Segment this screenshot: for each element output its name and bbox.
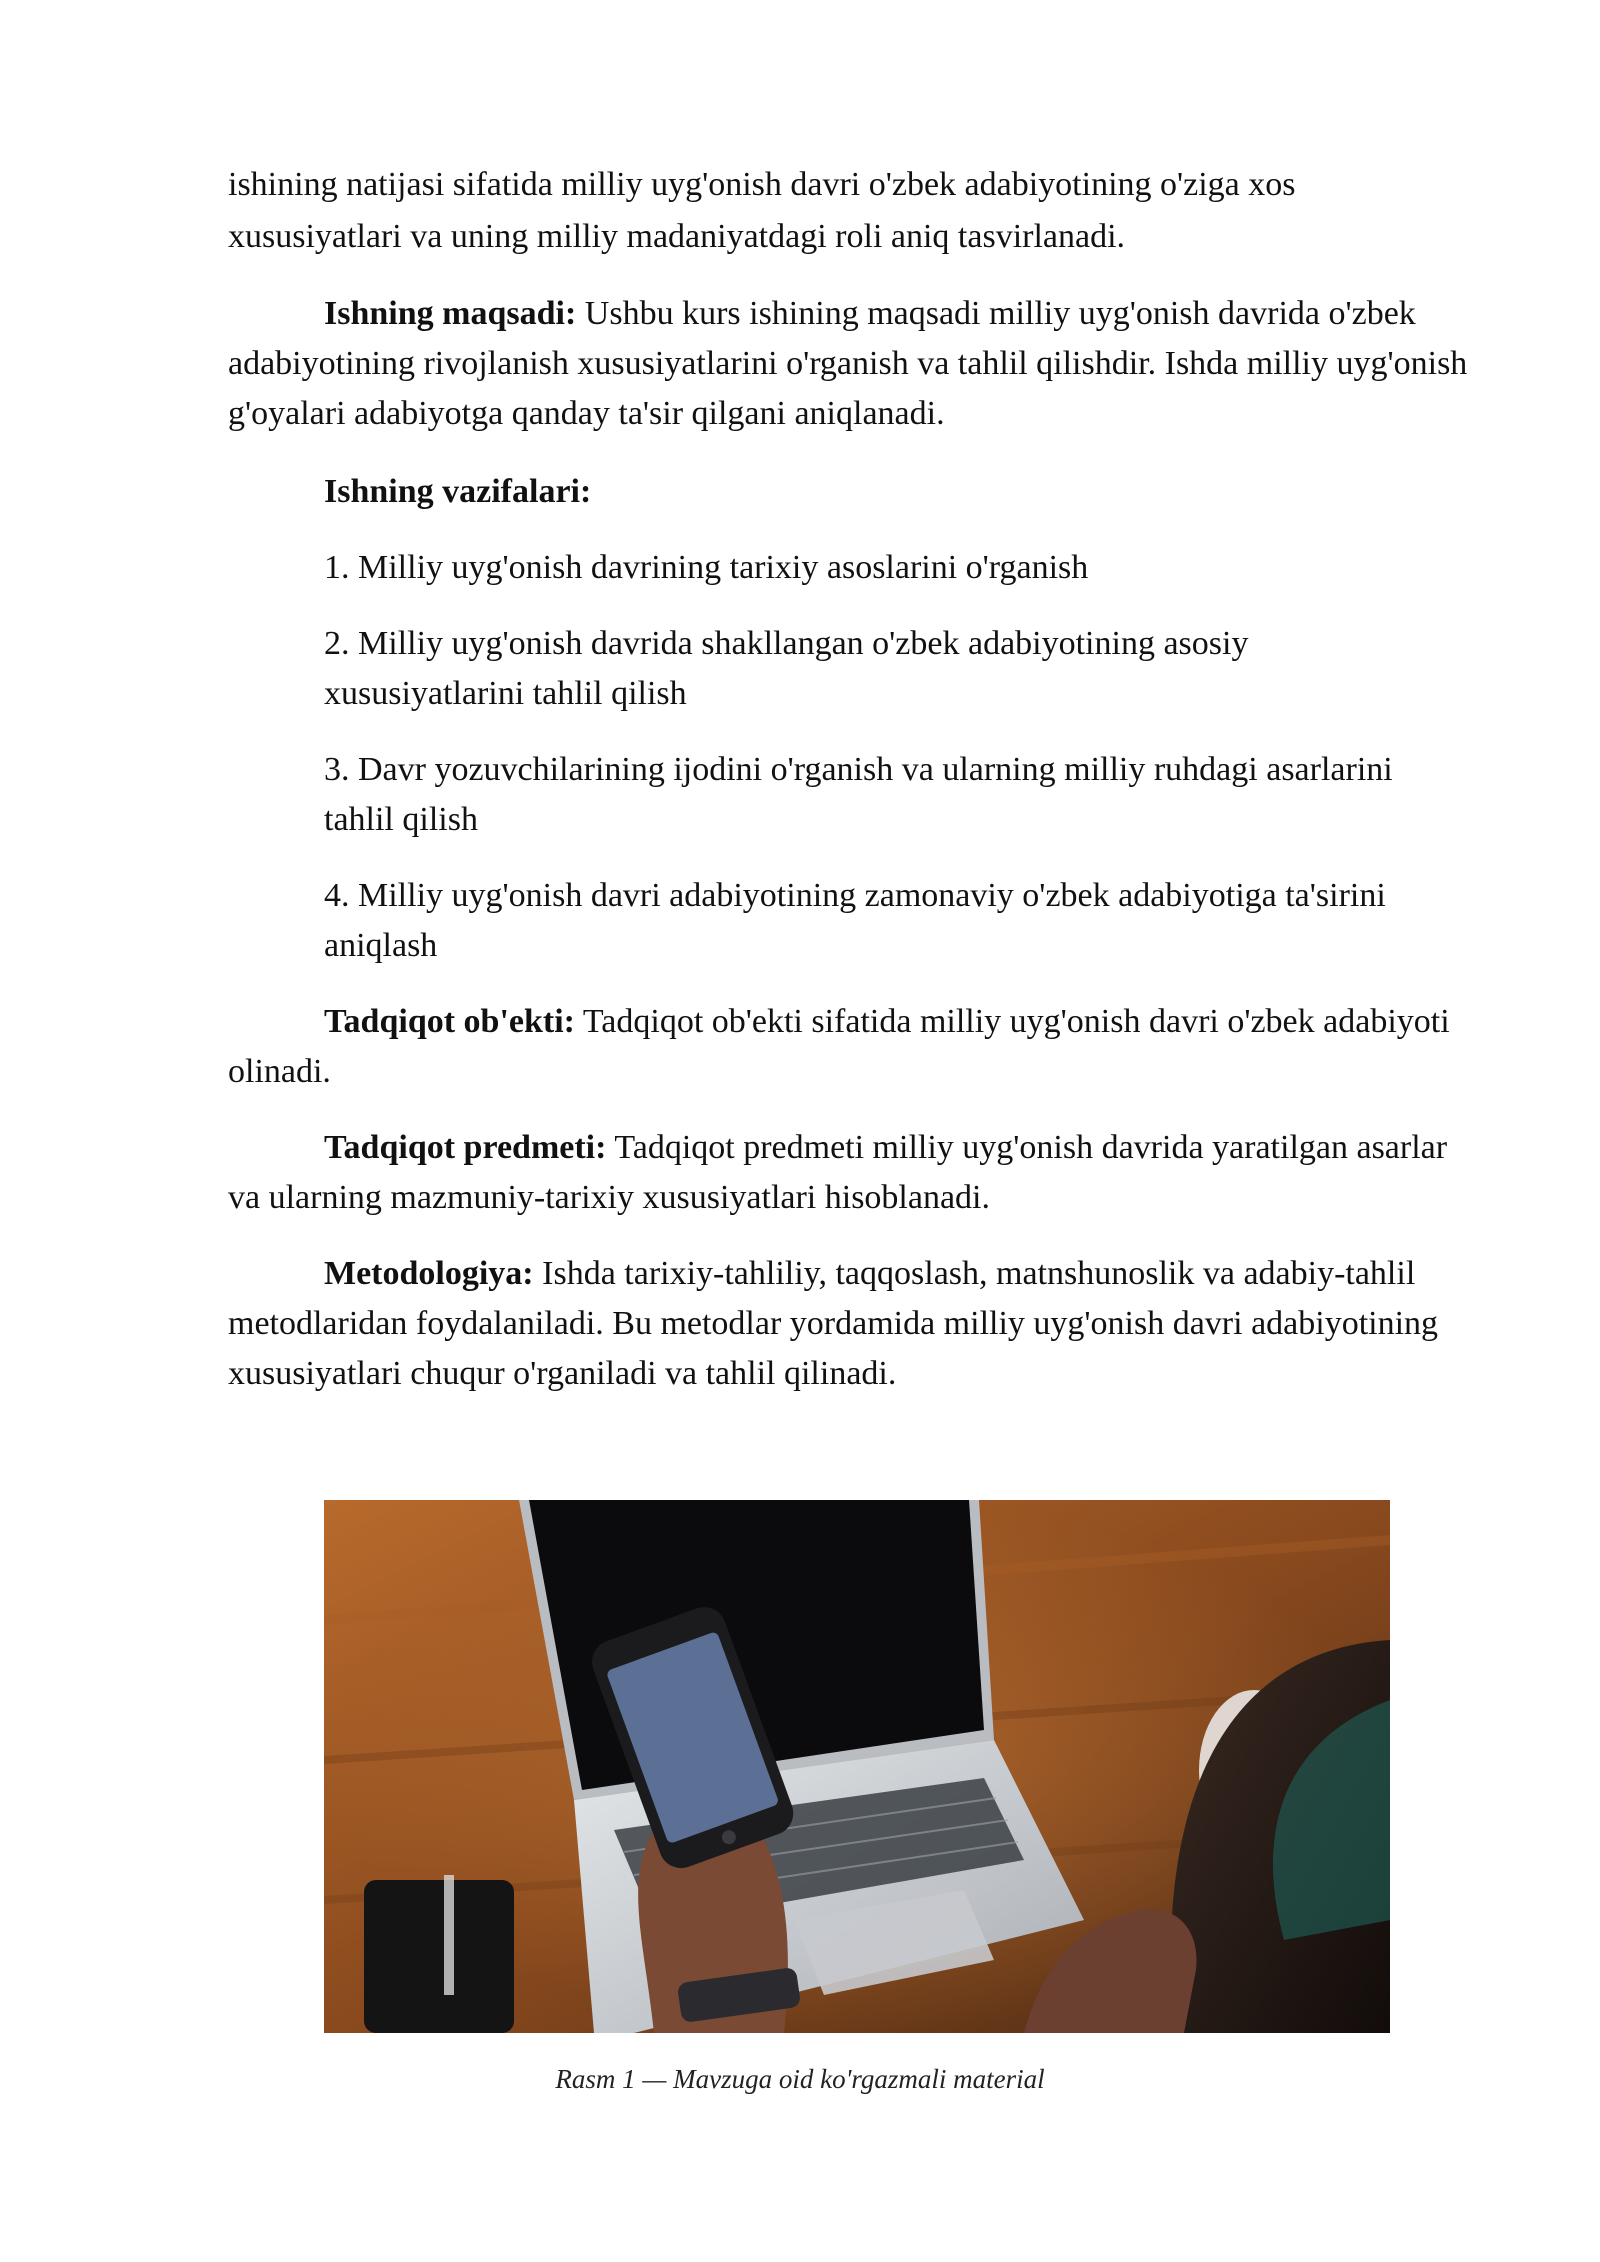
- subject-label: Tadqiqot predmeti:: [324, 1129, 607, 1166]
- goal-text: Ushbu kurs ishining maqsadi milliy uyg'onish davrida o'zbek adabiyotining rivojlanish xususiyatlarini o'rganish va tahlil qilishdir. Ishda milliy uyg'onish g'oyalari adabiyotga qanday ta'sir qilgani aniqlanadi.: [228, 295, 1468, 432]
- tasks-heading-label: Ishning vazifalari:: [324, 473, 592, 510]
- figure-photo: [324, 1500, 1390, 2033]
- photo-illustration: [324, 1500, 1390, 2033]
- goal-label: Ishning maqsadi:: [324, 295, 577, 332]
- intro-paragraph-line2: xususiyatlari va uning milliy madaniyatdagi roli aniq tasvirlanadi.: [228, 218, 1126, 255]
- subject-paragraph: [228, 1123, 1468, 1223]
- method-paragraph: [228, 1249, 1478, 1399]
- figure-caption: Rasm 1 — Mavzuga oid ko'rgazmali material: [555, 2064, 1045, 2094]
- list-item: 4. Milliy uyg'onish davri adabiyotining zamonaviy o'zbek adabiyotiga ta'sirini aniqlash: [324, 877, 1386, 964]
- object-label: Tadqiqot ob'ekti:: [324, 1003, 575, 1040]
- intro-paragraph-line1: ishining natijasi sifatida milliy uyg'onish davri o'zbek adabiyotining o'ziga xos: [228, 166, 1296, 203]
- body-text: [228, 158, 1483, 1399]
- goal-paragraph: [228, 289, 1468, 439]
- subject-text: Tadqiqot predmeti milliy uyg'onish davrida yaratilgan asarlar va ularning mazmuniy-tarixiy xususiyatlari hisoblanadi.: [228, 1129, 1448, 1216]
- list-item: 1. Milliy uyg'onish davrining tarixiy asoslarini o'rganish: [324, 549, 1089, 586]
- object-paragraph: [228, 997, 1468, 1097]
- list-item: 2. Milliy uyg'onish davrida shakllangan o'zbek adabiyotining asosiy xususiyatlarini tahlil qilish: [324, 625, 1249, 712]
- method-label: Metodologiya:: [324, 1255, 534, 1292]
- method-text: Ishda tarixiy-tahliliy, taqqoslash, matnshunoslik va adabiy-tahlil metodlaridan foydalaniladi. Bu metodlar yordamida milliy uyg'onish davri adabiyotining xususiyatlari chuqur o'rganiladi va tahlil qilinadi.: [228, 1255, 1439, 1392]
- object-text: Tadqiqot ob'ekti sifatida milliy uyg'onish davri o'zbek adabiyoti olinadi.: [228, 1003, 1450, 1090]
- list-item: 3. Davr yozuvchilarining ijodini o'rganish va ularning milliy ruhdagi asarlarini tahlil qilish: [324, 751, 1393, 838]
- tasks-list: [228, 543, 1404, 971]
- tasks-heading: [228, 467, 1483, 517]
